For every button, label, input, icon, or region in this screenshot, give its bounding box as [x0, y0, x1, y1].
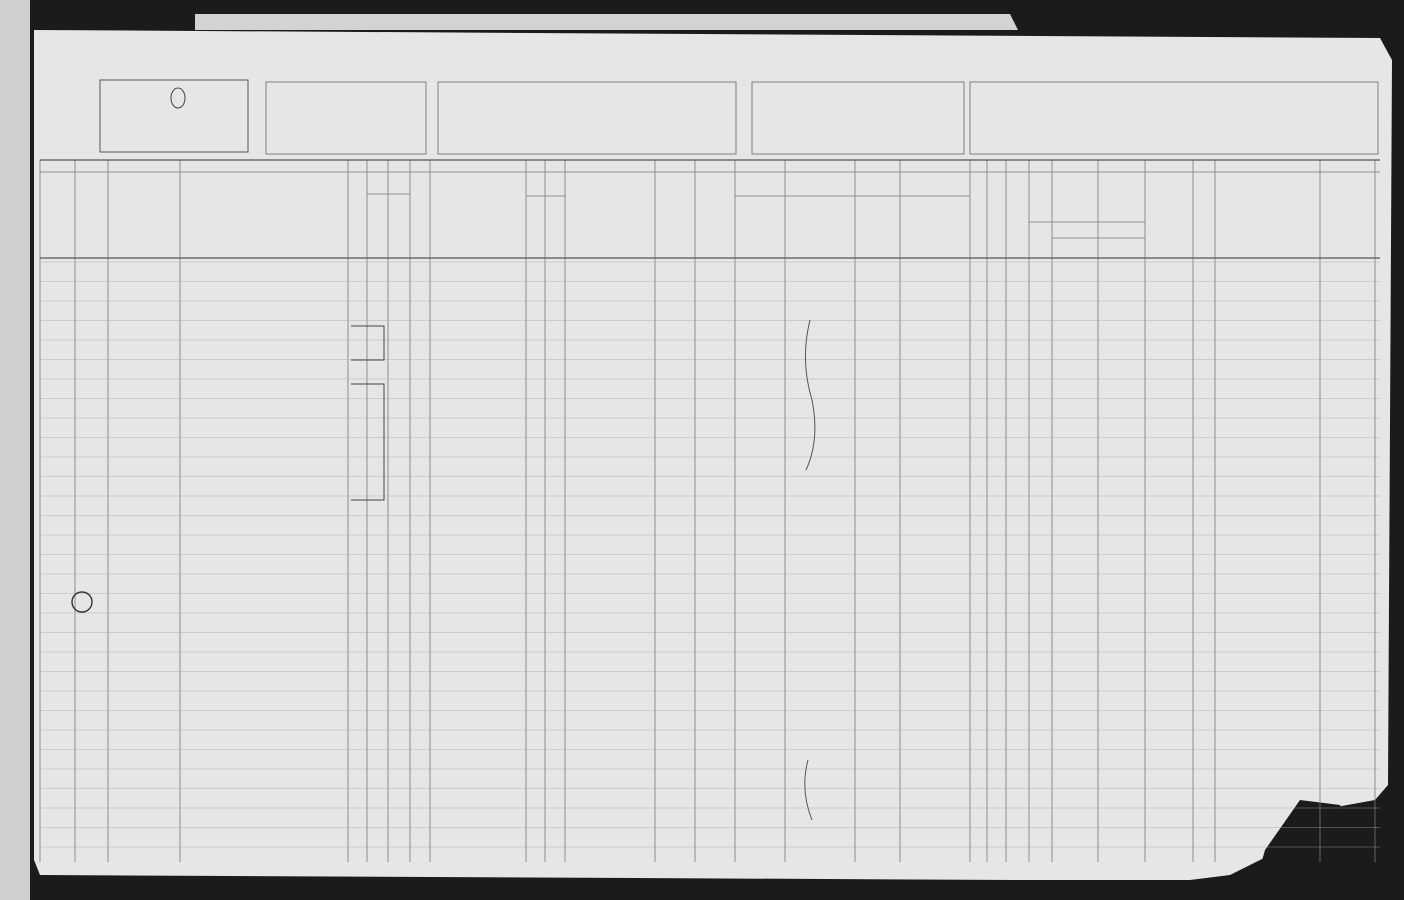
- left-page-edge: [0, 0, 30, 900]
- paper-sheet: [34, 30, 1392, 880]
- top-fold: [195, 14, 1018, 30]
